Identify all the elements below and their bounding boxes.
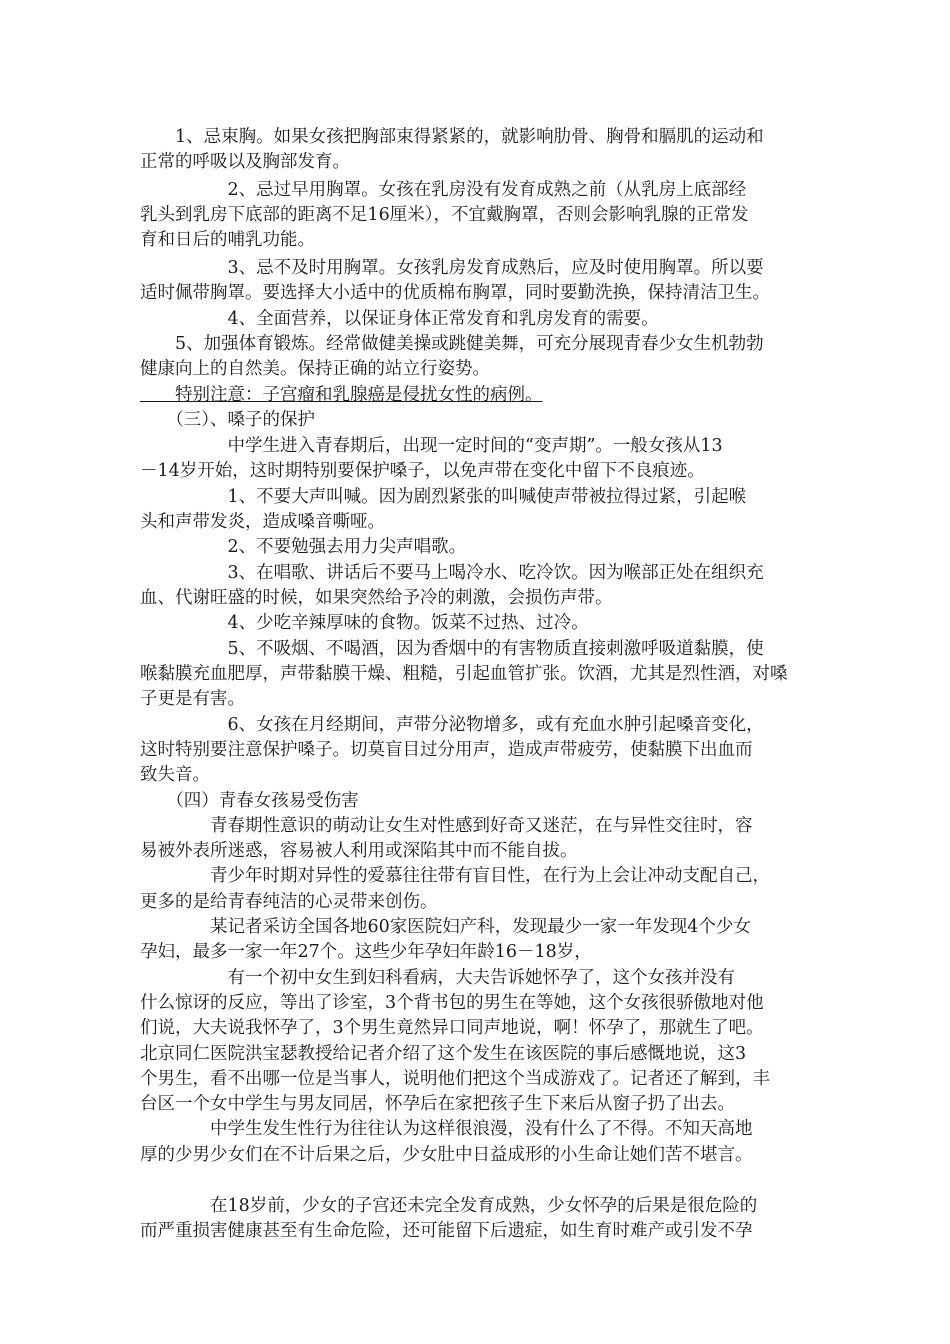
text-line: 这时特别要注意保护嗓子。切莫盲目过分用声，造成声带疲劳，使黏膜下出血而 [140,740,753,760]
text-line: 1、忌束胸。如果女孩把胸部束得紧紧的，就影响肋骨、胸骨和膈肌的运动和 [140,127,764,147]
text-line: 喉黏膜充血肥厚，声带黏膜干燥、粗糙，引起血管扩张。饮酒，尤其是烈性酒，对嗓 [140,664,788,684]
text-line: 乳头到乳房下底部的距离不足16厘米），不宜戴胸罩，否则会影响乳腺的正常发 [140,205,749,225]
text-line: 北京同仁医院洪宝瑟教授给记者介绍了这个发生在该医院的事后感慨地说，这3 [140,1044,747,1064]
text-line: 血、代谢旺盛的时候，如果突然给予冷的刺激，会损伤声带。 [140,588,613,608]
text-line: 头和声带发炎，造成嗓音嘶哑。 [140,512,385,532]
text-line: 子更是有害。 [140,689,245,709]
text-line: 正常的呼吸以及胸部发育。 [140,152,350,172]
text-line: 5、不吸烟、不喝酒，因为香烟中的有害物质直接刺激呼吸道黏膜，使 [140,639,764,659]
text-line: 青少年时期对异性的爱慕往往带有盲目性，在行为上会让冲动支配自己， [140,866,770,886]
underlined-note: 特别注意：子宫瘤和乳腺癌是侵扰女性的病例。 [140,385,543,405]
text-line: 有一个初中女生到妇科看病，大夫告诉她怀孕了，这个女孩并没有 [140,968,735,988]
text-line: 健康向上的自然美。保持正确的站立行姿势。 [140,359,490,379]
text-line: 在18岁前，少女的子宫还未完全发育成熟，少女怀孕的后果是很危险的 [140,1196,758,1216]
text-line: 致失音。 [140,765,210,785]
text-line: 孕妇，最多一家一年27个。这些少年孕妇年龄16－18岁， [140,942,592,962]
text-line: 什么惊讶的反应，等出了诊室，3个背书包的男生在等她，这个女孩很骄傲地对他 [140,993,764,1013]
text-line: 青春期性意识的萌动让女生对性感到好奇又迷茫，在与异性交往时，容 [140,816,753,836]
text-line: 厚的少男少女们在不计后果之后，少女肚中日益成形的小生命让她们苦不堪言。 [140,1145,753,1165]
text-line: 育和日后的哺乳功能。 [140,230,315,250]
text-line: 易被外表所迷惑，容易被人利用或深陷其中而不能自拔。 [140,841,578,861]
text-line: 3、忌不及时用胸罩。女孩乳房发育成熟后，应及时使用胸罩。所以要 [140,258,764,278]
text-line: －14岁开始，这时期特别要保护嗓子，以免声带在变化中留下不良痕迹。 [140,461,705,481]
text-line: 4、全面营养，以保证身体正常发育和乳房发育的需要。 [140,309,659,329]
text-line: 个男生，看不出哪一位是当事人，说明他们把这个当成游戏了。记者还了解到，丰 [140,1069,770,1089]
text-line: 台区一个女中学生与男友同居，怀孕后在家把孩子生下来后从窗子扔了出去。 [140,1094,735,1114]
section-heading: （四）青春女孩易受伤害 [140,791,359,811]
text-line: 而严重损害健康甚至有生命危险，还可能留下后遗症，如生育时难产或引发不孕 [140,1221,753,1241]
text-line: 们说，大夫说我怀孕了，3个男生竟然异口同声地说，啊！怀孕了，那就生了吧。 [140,1018,764,1038]
section-heading: （三）、嗓子的保护 [140,410,315,430]
text-line: 1、不要大声叫喊。因为剧烈紧张的叫喊使声带被拉得过紧，引起喉 [140,487,747,507]
text-line: 2、忌过早用胸罩。女孩在乳房没有发育成熟之前（从乳房上底部经 [140,180,747,200]
text-line: 3、在唱歌、讲话后不要马上喝冷水、吃冷饮。因为喉部正处在组织充 [140,563,764,583]
text-line: 更多的是给青春纯洁的心灵带来创伤。 [140,892,438,912]
text-line: 中学生进入青春期后，出现一定时间的“变声期”。一般女孩从13 [140,436,723,456]
text-line: 某记者采访全国各地60家医院妇产科，发现最少一家一年发现4个少女 [140,917,751,937]
text-line: 6、女孩在月经期间，声带分泌物增多，或有充血水肿引起嗓音变化， [140,715,764,735]
text-line: 2、不要勉强去用力尖声唱歌。 [140,537,467,557]
text-line: 适时佩带胸罩。要选择大小适中的优质棉布胸罩，同时要勤洗换，保持清洁卫生。 [140,283,770,303]
text-line: 4、少吃辛辣厚味的食物。饭菜不过热、过冷。 [140,613,589,633]
text-line: 中学生发生性行为往往认为这样很浪漫，没有什么了不得。不知天高地 [140,1119,753,1139]
text-line: 5、加强体育锻炼。经常做健美操或跳健美舞，可充分展现青春少女生机勃勃 [140,334,764,354]
